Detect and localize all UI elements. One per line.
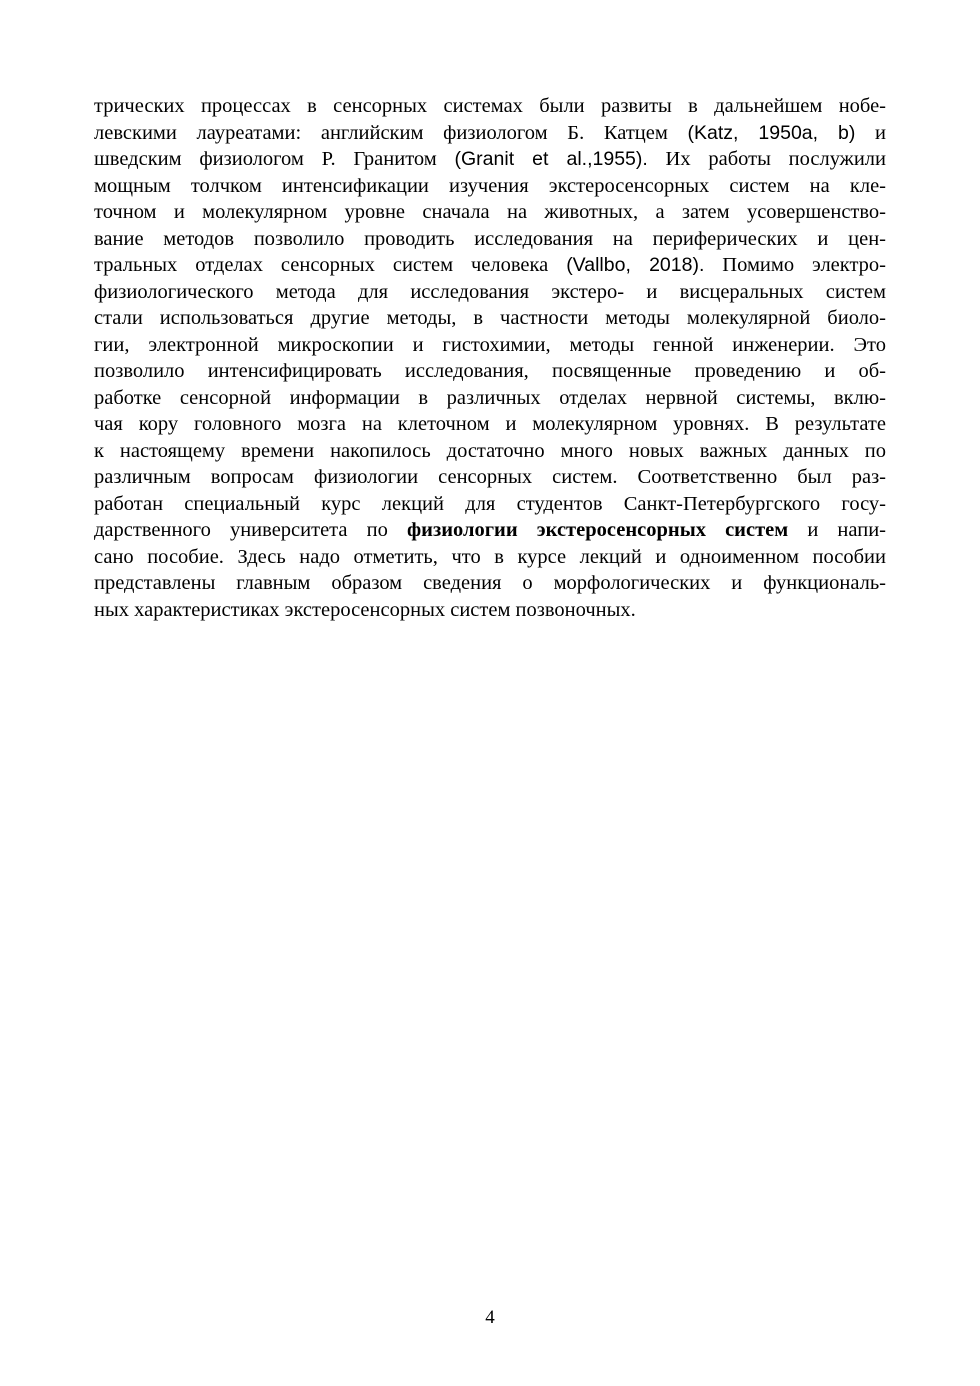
text-line: чая кору головного мозга на клеточном и молекулярном уровнях. В результате bbox=[94, 413, 886, 435]
text-line: точном и молекулярном уровне сначала на животных, а затем усовершенство- bbox=[94, 201, 886, 223]
text-segment: шведским физиологом Р. Гранитом bbox=[94, 148, 437, 170]
text-line: мощным толчком интенсификации изучения экстеросенсорных систем на кле- bbox=[94, 174, 886, 197]
text-line: работке сенсорной информации в различных отделах нервной системы, вклю- bbox=[94, 386, 886, 409]
text-segment: Помимо электро- bbox=[704, 254, 887, 276]
text-segment: и напи- bbox=[788, 519, 886, 541]
text-line: представлены главным образом сведения о морфологических и функциональ- bbox=[94, 572, 886, 594]
text-line: позволило интенсифицировать исследования, посвященные проведению и об- bbox=[94, 360, 886, 382]
text-line: сано пособие. Здесь надо отметить, что в курсе лекций и одноименном пособии bbox=[94, 545, 886, 568]
citation: (Vallbo, 2018). bbox=[566, 254, 705, 276]
text-line: ных характеристиках экстеросенсорных систем позвоночных. bbox=[94, 598, 636, 621]
text-segment: дарственного университета по bbox=[94, 519, 388, 541]
text-segment: левскими лауреатами: английским физиологом Б. Катцем bbox=[94, 121, 668, 144]
text-line: стали использоваться другие методы, в частности методы молекулярной биоло- bbox=[94, 307, 886, 329]
text-line: различным вопросам физиологии сенсорных систем. Соответственно был раз- bbox=[94, 466, 886, 488]
text-line bbox=[94, 120, 886, 147]
text-line bbox=[94, 517, 886, 544]
citation: (Granit et al.,1955). bbox=[454, 148, 648, 170]
text-segment: тральных отделах сенсорных систем человека bbox=[94, 254, 549, 276]
text-line: вание методов позволило проводить исследования на периферических и цен- bbox=[94, 227, 886, 250]
text-line bbox=[94, 252, 886, 279]
emphasized-term: физиологии экстеросенсорных систем bbox=[406, 519, 789, 541]
text-line: к настоящему времени накопилось достаточно много новых важных данных по bbox=[94, 439, 886, 462]
text-line: работан специальный курс лекций для студентов Санкт-Петербургского госу- bbox=[94, 492, 886, 515]
page-number: 4 bbox=[485, 1307, 495, 1328]
text-segment: и bbox=[855, 121, 886, 144]
citation: (Katz, 1950a, b) bbox=[687, 121, 856, 144]
text-line: гии, электронной микроскопии и гистохимии, методы генной инженерии. Это bbox=[94, 333, 886, 356]
text-line: физиологического метода для исследования экстеро- и висцеральных систем bbox=[94, 280, 886, 303]
body-paragraph bbox=[94, 93, 886, 623]
text-line: трических процессах в сенсорных системах были развиты в дальнейшем нобе- bbox=[94, 95, 886, 117]
text-line bbox=[94, 146, 886, 173]
text-segment: Их работы послужили bbox=[647, 148, 887, 170]
